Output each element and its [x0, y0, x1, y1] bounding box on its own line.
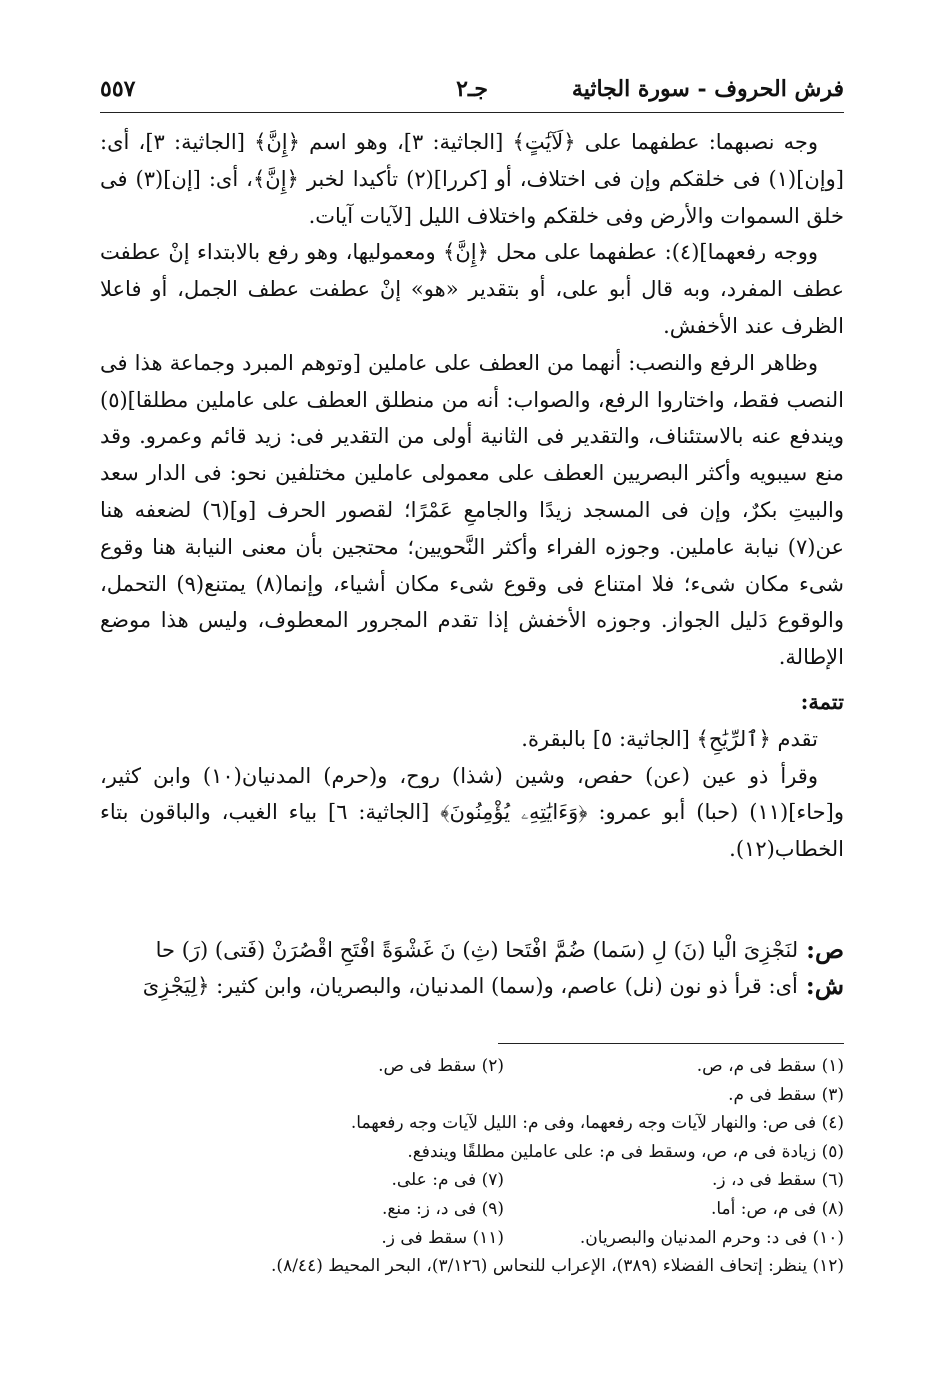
footnote: (١٢) ينظر: إتحاف الفضلاء (٣٨٩)، الإعراب للنحاس (٣/١٢٦)، البحر المحيط (٨/٤٤).	[271, 1256, 844, 1277]
footnote: (٥) زيادة فى م، ص، وسقط فى م: على عاملين مطلقًا ويندفع.	[407, 1141, 844, 1162]
footnote-rule	[498, 1043, 844, 1044]
page-header	[100, 72, 844, 106]
footnote: (٩) فى د، ز: منع.	[381, 1198, 504, 1219]
main-text	[100, 124, 844, 868]
footnote-row	[100, 1081, 844, 1110]
footnote-row	[100, 1166, 844, 1195]
footnote-row	[100, 1109, 844, 1138]
footnote: (٣) سقط فى م.	[728, 1084, 844, 1105]
paragraph: ووجه رفعهما](٤): عطفهما على محل ﴿إِنَّ﴾ ومعموليها، وهو رفع بالابتداء إنْ عطفت عطف المفرد، وبه قال أبو على، أو بتقدير «هو» إنْ عطفت عطف الجمل، أو فاعلا الظرف عند الأخفش.	[100, 240, 844, 338]
footnote-row	[100, 1052, 844, 1081]
poem-line	[100, 932, 844, 968]
poem-and-commentary	[100, 932, 844, 1004]
footnote-row	[100, 1138, 844, 1167]
footnote: (١) سقط فى م، ص.	[696, 1056, 844, 1076]
footnote: (٦) سقط فى د، ز.	[712, 1170, 844, 1191]
commentary-text: أى: قرأ ذو نون (نل) عاصم، و(سما) المدنيان، والبصريان، وابن كثير: ﴿لِيَجْزِىَ	[142, 974, 798, 998]
shin-marker: ش:	[805, 971, 844, 1000]
paragraph: تقدم ﴿ٱلرِّيَٰحِ﴾ [الجاثية: ٥] بالبقرة.	[521, 726, 818, 751]
page-number: ٥٥٧	[100, 76, 136, 102]
footnote-row	[100, 1195, 844, 1224]
paragraph: وجه نصبهما: عطفهما على ﴿لَآيَٰتٍ﴾ [الجاثية: ٣]، وهو اسم ﴿إِنَّ﴾ [الجاثية: ٣]، أى: [وإن](١) فى خلقكم وإن فى اختلاف، أو [كررا](٢) تأكيدا لخبر ﴿إِنَّ﴾، أى: [إن](٣) فى خلق السموات والأرض وفى خلقكم واختلاف الليل [لآيات آيات.	[100, 130, 844, 228]
paragraph: وقرأ ذو عين (عن) حفص، وشين (شذا) روح، و(حرم) المدنيان(١٠) وابن كثير، و[حاء](١١) (حبا) أبو عمرو: ﴿وَءَايَٰتِهِۦ يُؤْمِنُونَ﴾ [الجاثية: ٦] بياء الغيب، والباقون بتاء الخطاب(١٢).	[100, 763, 844, 862]
commentary-line	[100, 968, 844, 1004]
paragraph: وظاهر الرفع والنصب: أنهما من العطف على عاملين [وتوهم المبرد وجماعة هذا فى النصب فقط، واختاروا الرفع، والصواب: أنه من منطلق العطف على عاملين مطلقا](٥) ويندفع عنه بالاستئناف، والتقدير فى الثانية أولى من التقدير فى: زيد قائم وعمرو. وقد منع سيبويه وأكثر البصريين العطف على معمولى عاملين مختلفين نحو: فى الدار سعد والبيتِ بكرٌ، وإن فى المسجد زيدًا والجامعِ عَمْرًا؛ لقصور الحرف [و](٦) لضعفه هنا عن(٧) نيابة عاملين. وجوزه الفراء وأكثر النَّحويين؛ محتجين بأن معنى النيابة هنا وقوع شىء مكان شىء؛ فلا امتناع فى وقوع شىء مكان أشياء، وإنما(٨) يمتنع(٩) التحمل، والوقوع دَليل الجواز. وجوزه الأخفش إذا تقدم المجرور المعطوف، وليس هذا موضع الإطالة.	[100, 350, 844, 670]
poem-text: لنَجْزِىَ الْيا (نَ) لِ (سَما) ضُمَّ افْتَحا (ثِ) نَ غَشْوَةً افْتَحِ اقْصُرَنْ (فَتى) (رَ) حا	[155, 938, 799, 962]
footnote: (١٠) فى د: وحرم المدنيان والبصريان.	[579, 1227, 844, 1248]
footnote: (٢) سقط فى ص.	[378, 1056, 504, 1076]
footnote-row	[100, 1252, 844, 1281]
sad-marker: ص:	[806, 935, 844, 964]
running-title: فرش الحروف - سورة الجاثية	[571, 76, 844, 102]
header-rule	[100, 112, 844, 113]
footnotes	[100, 1052, 844, 1281]
footnote: (٧) فى م: على.	[391, 1170, 504, 1191]
section-heading: تتمة:	[800, 688, 844, 714]
footnote: (٤) فى ص: والنهار لآيات وجه رفعهما، وفى م: الليل لآيات وجه رفعهما.	[350, 1113, 844, 1134]
footnote: (٨) فى م، ص: أما.	[710, 1198, 844, 1219]
footnote-row	[100, 1224, 844, 1253]
volume-label: جـ٢	[456, 76, 488, 102]
footnote: (١١) سقط فى ز.	[381, 1227, 504, 1248]
